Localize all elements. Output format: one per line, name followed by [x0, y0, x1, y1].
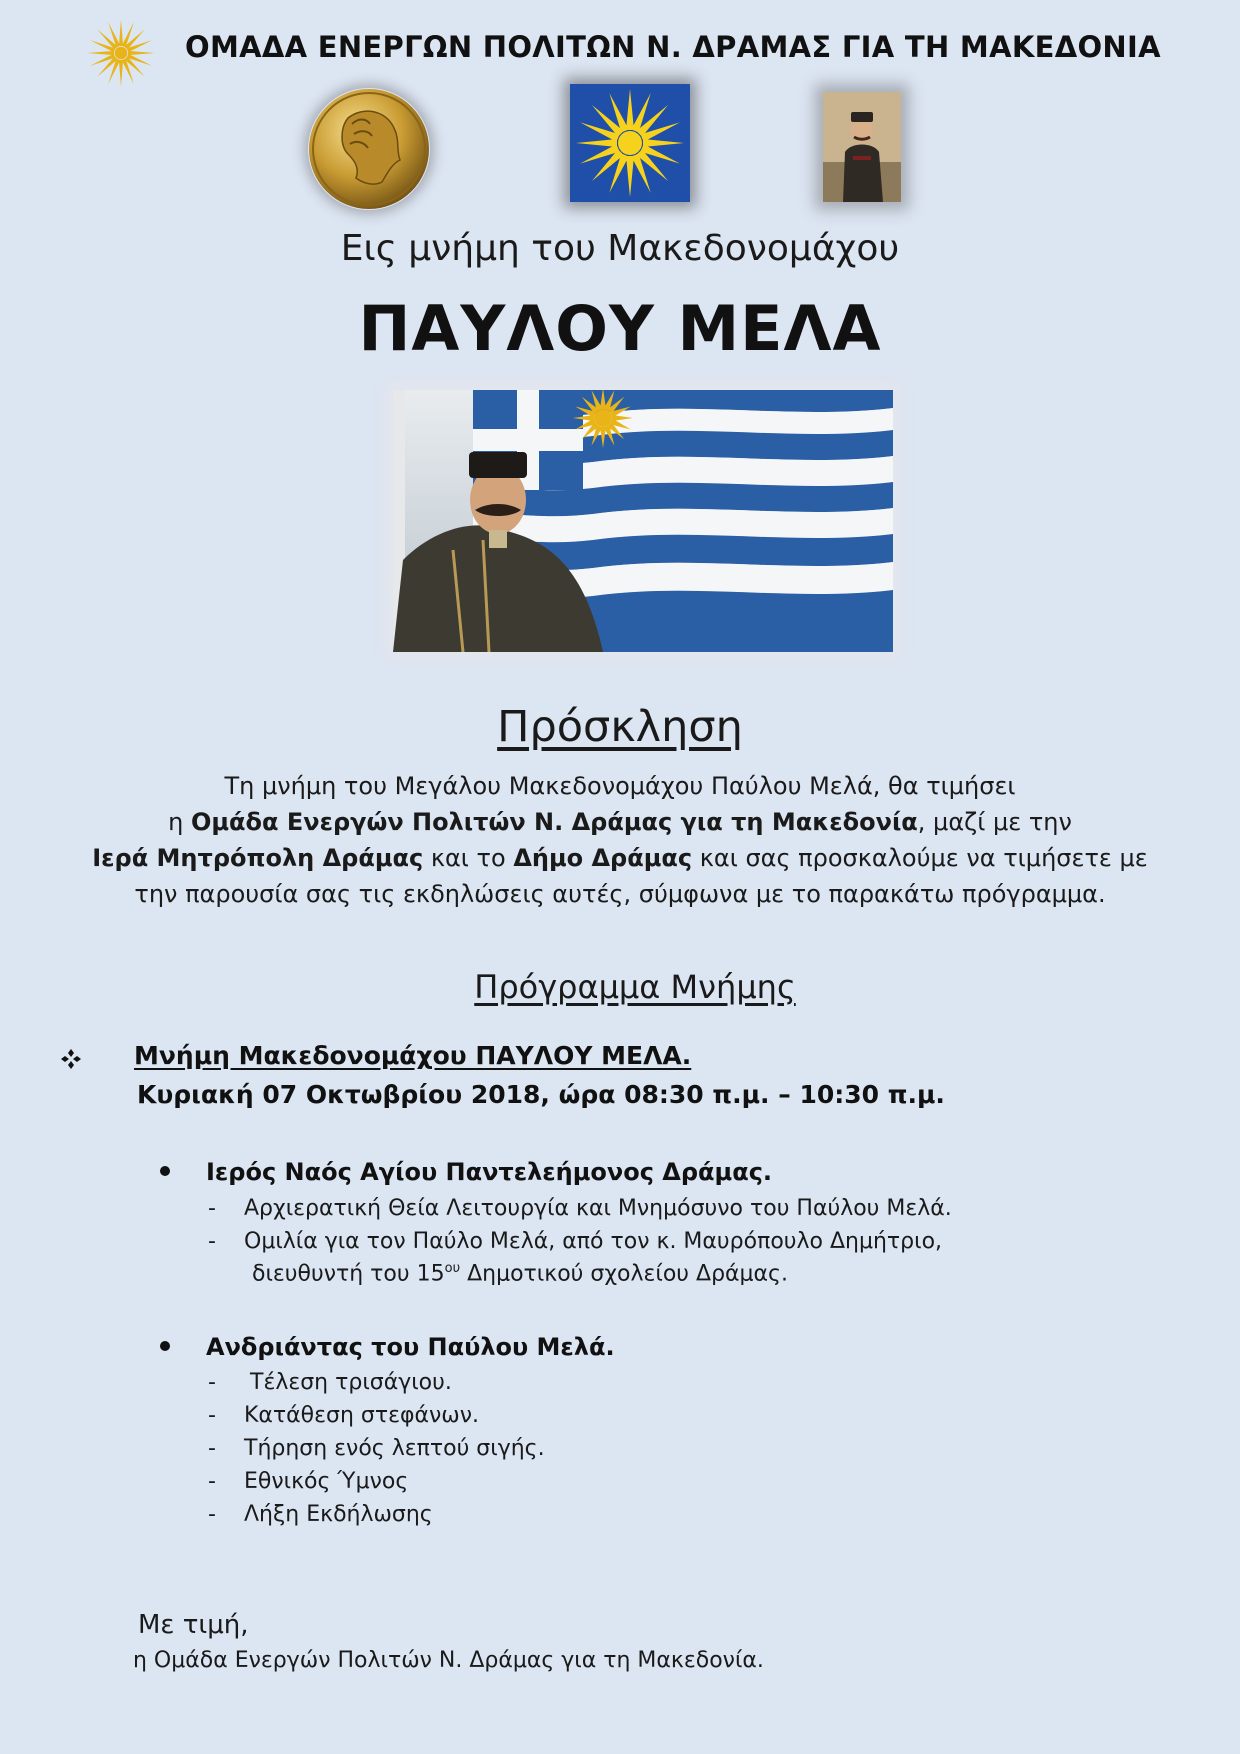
venue-statue-item: [208, 1502, 433, 1527]
invitation-heading: Πρόσκληση: [497, 702, 743, 752]
ordinal-superscript: ου: [444, 1261, 461, 1276]
vergina-sun-flag-image: [570, 84, 690, 202]
invitation-line-3-post: και σας προσκαλούμε να τιμήσετε με: [692, 844, 1148, 872]
invitation-line-1: Τη μνήμη του Μεγάλου Μακεδονομάχου Παύλου Μελά, θα τιμήσει: [224, 772, 1016, 800]
event-title: Μνήμη Μακεδονομάχου ΠΑΥΛΟΥ ΜΕΛΑ.: [134, 1041, 692, 1070]
venue-church-title: Ιερός Ναός Αγίου Παντελεήμονος Δράμας.: [206, 1158, 773, 1186]
venue-church-item-text: Ομιλία για τον Παύλο Μελά, από τον κ. Μαυρόπουλο Δημήτριο,: [244, 1229, 943, 1254]
bullet-dot-icon: [160, 1166, 170, 1176]
venue-statue-item-text: Εθνικός Ύμνος: [244, 1469, 409, 1494]
dash-bullet: -: [208, 1196, 216, 1221]
venue-statue-title: Ανδριάντας του Παύλου Μελά.: [206, 1333, 615, 1361]
venue-church-item: [208, 1229, 942, 1254]
dash-bullet: -: [208, 1436, 216, 1461]
diamond-bullet-icon: [60, 1048, 82, 1070]
municipality-name-bold: Δήμο Δράμας: [513, 844, 693, 872]
invitation-line-2-pre: η: [168, 808, 191, 836]
closing-signature: η Ομάδα Ενεργών Πολιτών Ν. Δράμας για τη Μακεδονία.: [133, 1648, 764, 1673]
venue-statue-item: [208, 1370, 452, 1395]
continuation-pre: διευθυντή του 15: [252, 1261, 445, 1287]
venue-church-item-text: Αρχιερατική Θεία Λειτουργία και Μνημόσυνο του Παύλου Μελά.: [244, 1196, 952, 1221]
invitation-line-4: την παρουσία σας τις εκδηλώσεις αυτές, σύμφωνα με το παρακάτω πρόγραμμα.: [134, 880, 1106, 908]
venue-statue-item-text: Τήρηση ενός λεπτού σιγής.: [244, 1436, 545, 1461]
dash-bullet: -: [208, 1370, 216, 1395]
metropolis-name-bold: Ιερά Μητρόπολη Δράμας: [92, 844, 424, 872]
venue-statue-item: [208, 1403, 479, 1428]
invitation-paragraph: [70, 768, 1170, 912]
dash-bullet: -: [208, 1229, 216, 1254]
bullet-dot-icon: [160, 1341, 170, 1351]
dash-bullet: -: [208, 1403, 216, 1428]
venue-statue-item-text: Λήξη Εκδήλωσης: [244, 1502, 433, 1527]
venue-statue: [160, 1333, 615, 1361]
venue-church: [160, 1158, 772, 1186]
venue-statue-item: [208, 1436, 545, 1461]
alexander-coin-image: [308, 88, 430, 210]
memorial-subtitle: Εις μνήμη του Μακεδονομάχου: [340, 228, 900, 269]
hero-name-title: ΠΑΥΛΟΥ ΜΕΛΑ: [358, 292, 882, 365]
invitation-line-2-post: , μαζί με την: [917, 808, 1072, 836]
program-heading: Πρόγραμμα Μνήμης: [474, 968, 796, 1006]
venue-church-item-continuation: [252, 1261, 788, 1286]
venue-church-item: [208, 1196, 952, 1221]
invitation-line-2: [70, 804, 1170, 840]
closing-salutation: Με τιμή,: [138, 1610, 249, 1640]
continuation-post: Δημοτικού σχολείου Δράμας.: [460, 1261, 788, 1287]
invitation-line-3: [70, 840, 1170, 876]
invitation-line-3-mid: και το: [423, 844, 514, 872]
pavlos-melas-with-flag-image: [393, 390, 893, 652]
dash-bullet: -: [208, 1502, 216, 1527]
pavlos-melas-portrait-image: [823, 92, 901, 202]
organization-name-bold: Ομάδα Ενεργών Πολιτών Ν. Δράμας για τη Μακεδονία: [190, 808, 918, 836]
dash-bullet: -: [208, 1469, 216, 1494]
event-date: Κυριακή 07 Οκτωβρίου 2018, ώρα 08:30 π.μ. – 10:30 π.μ.: [137, 1080, 945, 1109]
vergina-sun-icon: [86, 18, 156, 88]
venue-statue-item: [208, 1469, 408, 1494]
organization-title: ΟΜΑΔΑ ΕΝΕΡΓΩΝ ΠΟΛΙΤΩΝ Ν. ΔΡΑΜΑΣ ΓΙΑ ΤΗ ΜΑΚΕΔΟΝΙΑ: [185, 30, 1161, 64]
venue-statue-item-text: Κατάθεση στεφάνων.: [244, 1403, 479, 1428]
venue-statue-item-text: Τέλεση τρισάγιου.: [250, 1370, 452, 1395]
